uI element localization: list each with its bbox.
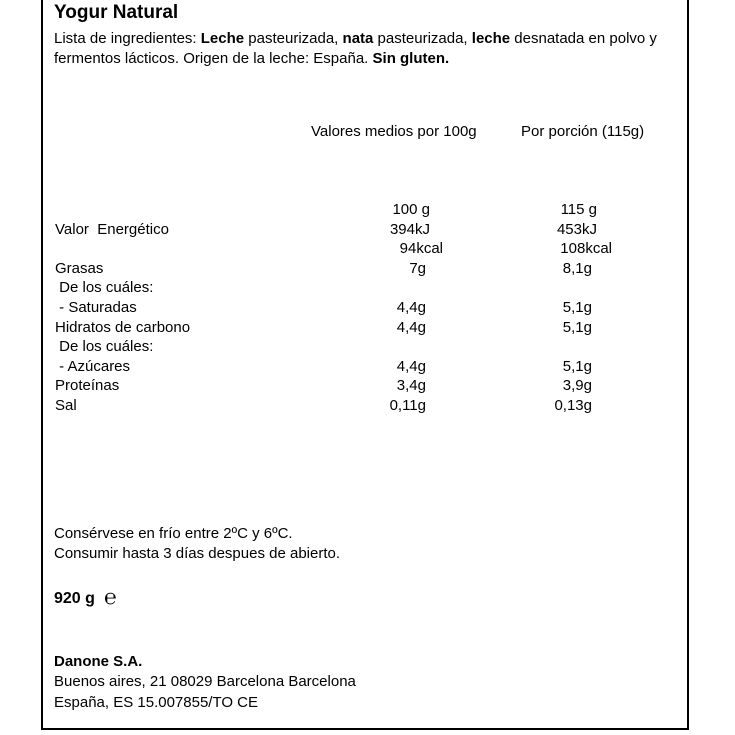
nutrition-row-label: - Azúcares — [55, 358, 131, 375]
ingredients-text: desnatada en polvo y fermentos lácticos. Origen de la leche: España. — [54, 30, 657, 67]
nutrition-value-per-portion: 8,1g — [562, 260, 592, 277]
nutrition-row-label: De los cuáles: — [55, 338, 154, 355]
nutrition-value-per-100g: 0,11g — [389, 397, 426, 414]
ingredients-text: pasteurizada, — [244, 30, 343, 47]
nutrition-value-per-portion: 453kJ — [556, 221, 597, 238]
ingredients-prefix: Lista de ingredientes: — [54, 30, 201, 47]
ingredients-text: pasteurizada, — [373, 30, 472, 47]
nutrition-value-per-100g: 3,4g — [396, 377, 426, 394]
nutrition-value-per-portion: 5,1g — [562, 319, 592, 336]
nutrition-row-label: - Saturadas — [55, 299, 137, 316]
nutrition-value-per-portion: 3,9g — [562, 377, 592, 394]
nutrition-value-per-100g: 94kcal — [399, 240, 443, 257]
nutrition-value-per-100g: 7g — [409, 260, 426, 277]
nutrition-value-per-100g: 4,4g — [396, 358, 426, 375]
storage-instruction: Consérvese en frío entre 2ºC y 6ºC. — [54, 525, 293, 542]
company-name: Danone S.A. — [54, 653, 143, 670]
nutrition-value-per-100g: 394kJ — [389, 221, 430, 238]
company-address: Buenos aires, 21 08029 Barcelona Barcelona — [54, 673, 356, 690]
nutrition-value-per-portion: 5,1g — [562, 358, 592, 375]
nutrition-header-per-100g: Valores medios por 100g — [311, 123, 477, 140]
nutrition-value-per-100g: 4,4g — [396, 299, 426, 316]
nutrition-header-per-portion: Por porción (115g) — [521, 123, 645, 140]
nutrition-row-label: Grasas — [55, 260, 104, 277]
nutrition-value-per-100g: 100 g — [392, 201, 430, 218]
ingredient-nata: nata — [342, 30, 374, 47]
nutrition-row-label: Hidratos de carbono — [55, 319, 191, 336]
nutrition-value-per-portion: 0,13g — [554, 397, 592, 414]
ingredient-leche-desnatada: leche — [471, 30, 511, 47]
sin-gluten: Sin gluten. — [372, 50, 450, 67]
estimated-sign-icon: ℮ — [104, 586, 117, 609]
ingredient-leche: Leche — [200, 30, 245, 47]
ingredients-list — [54, 29, 684, 69]
consumption-instruction: Consumir hasta 3 días despues de abierto. — [54, 545, 341, 562]
nutrition-row-label: Sal — [55, 397, 77, 414]
nutrition-value-per-portion: 5,1g — [562, 299, 592, 316]
nutrition-value-per-portion: 115 g — [560, 201, 597, 218]
nutrition-value-per-portion: 108kcal — [560, 240, 612, 257]
nutrition-row-label: Valor Energético — [55, 221, 169, 238]
net-weight: 920 g — [54, 590, 95, 607]
company-registry: España, ES 15.007855/TO CE — [54, 694, 259, 711]
product-title: Yogur Natural — [54, 2, 179, 23]
nutrition-value-per-100g: 4,4g — [396, 319, 426, 336]
nutrition-row-label: Proteínas — [55, 377, 120, 394]
nutrition-row-label: De los cuáles: — [55, 279, 154, 296]
